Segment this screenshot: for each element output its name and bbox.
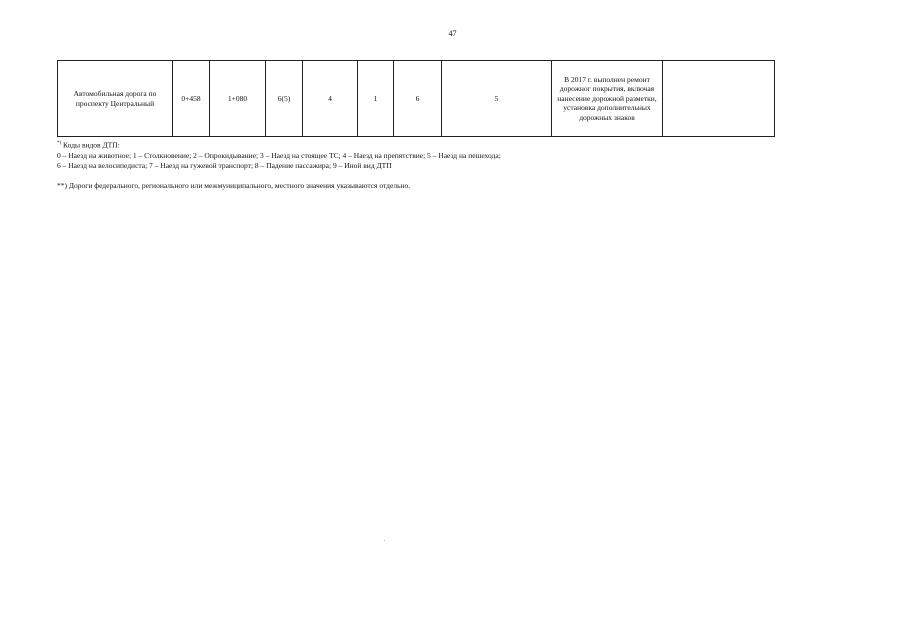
page-number: 47 xyxy=(448,29,457,38)
roads-note: **) Дороги федерального, регионального или межмуниципального, местного значения указываются отдельно. xyxy=(57,180,411,190)
end-km-cell: 1+080 xyxy=(210,61,266,137)
table-row xyxy=(58,61,775,137)
codes-title xyxy=(57,139,857,151)
notes-cell xyxy=(663,61,775,137)
value-cell: 6 xyxy=(394,61,442,137)
accident-code-cell: 5 xyxy=(442,61,552,137)
measures-cell: В 2017 г. выполнен ремонт дорожног покрытия, включая нанесение дорожной разметки, установка дополнительных дорожных знаков xyxy=(552,61,663,137)
codes-title-text: Коды видов ДТП: xyxy=(61,140,120,150)
start-km-cell: 0+458 xyxy=(173,61,210,137)
codes-line-2: 6 – Наезд на велосипедиста; 7 – Наезд на гужевой транспорт; 8 – Падение пассажира; 9 – Иной вид ДТП xyxy=(57,160,392,170)
value-cell: 4 xyxy=(303,61,358,137)
footnotes xyxy=(57,139,857,191)
codes-line-1: 0 – Наезд на животное; 1 – Столкновение; 2 – Опрокидывание; 3 – Наезд на стоящее ТС; 4 – Наезд на препятствие; 5 – Наезд на пешехода; xyxy=(57,150,501,160)
value-cell: 1 xyxy=(358,61,394,137)
accidents-count-cell: 6(5) xyxy=(266,61,303,137)
road-name-cell: Автомобильная дорога по проспекту Центральный xyxy=(58,61,173,137)
footnote-mark: *) xyxy=(57,141,62,146)
accident-table xyxy=(57,60,775,137)
scan-speck xyxy=(384,540,385,541)
